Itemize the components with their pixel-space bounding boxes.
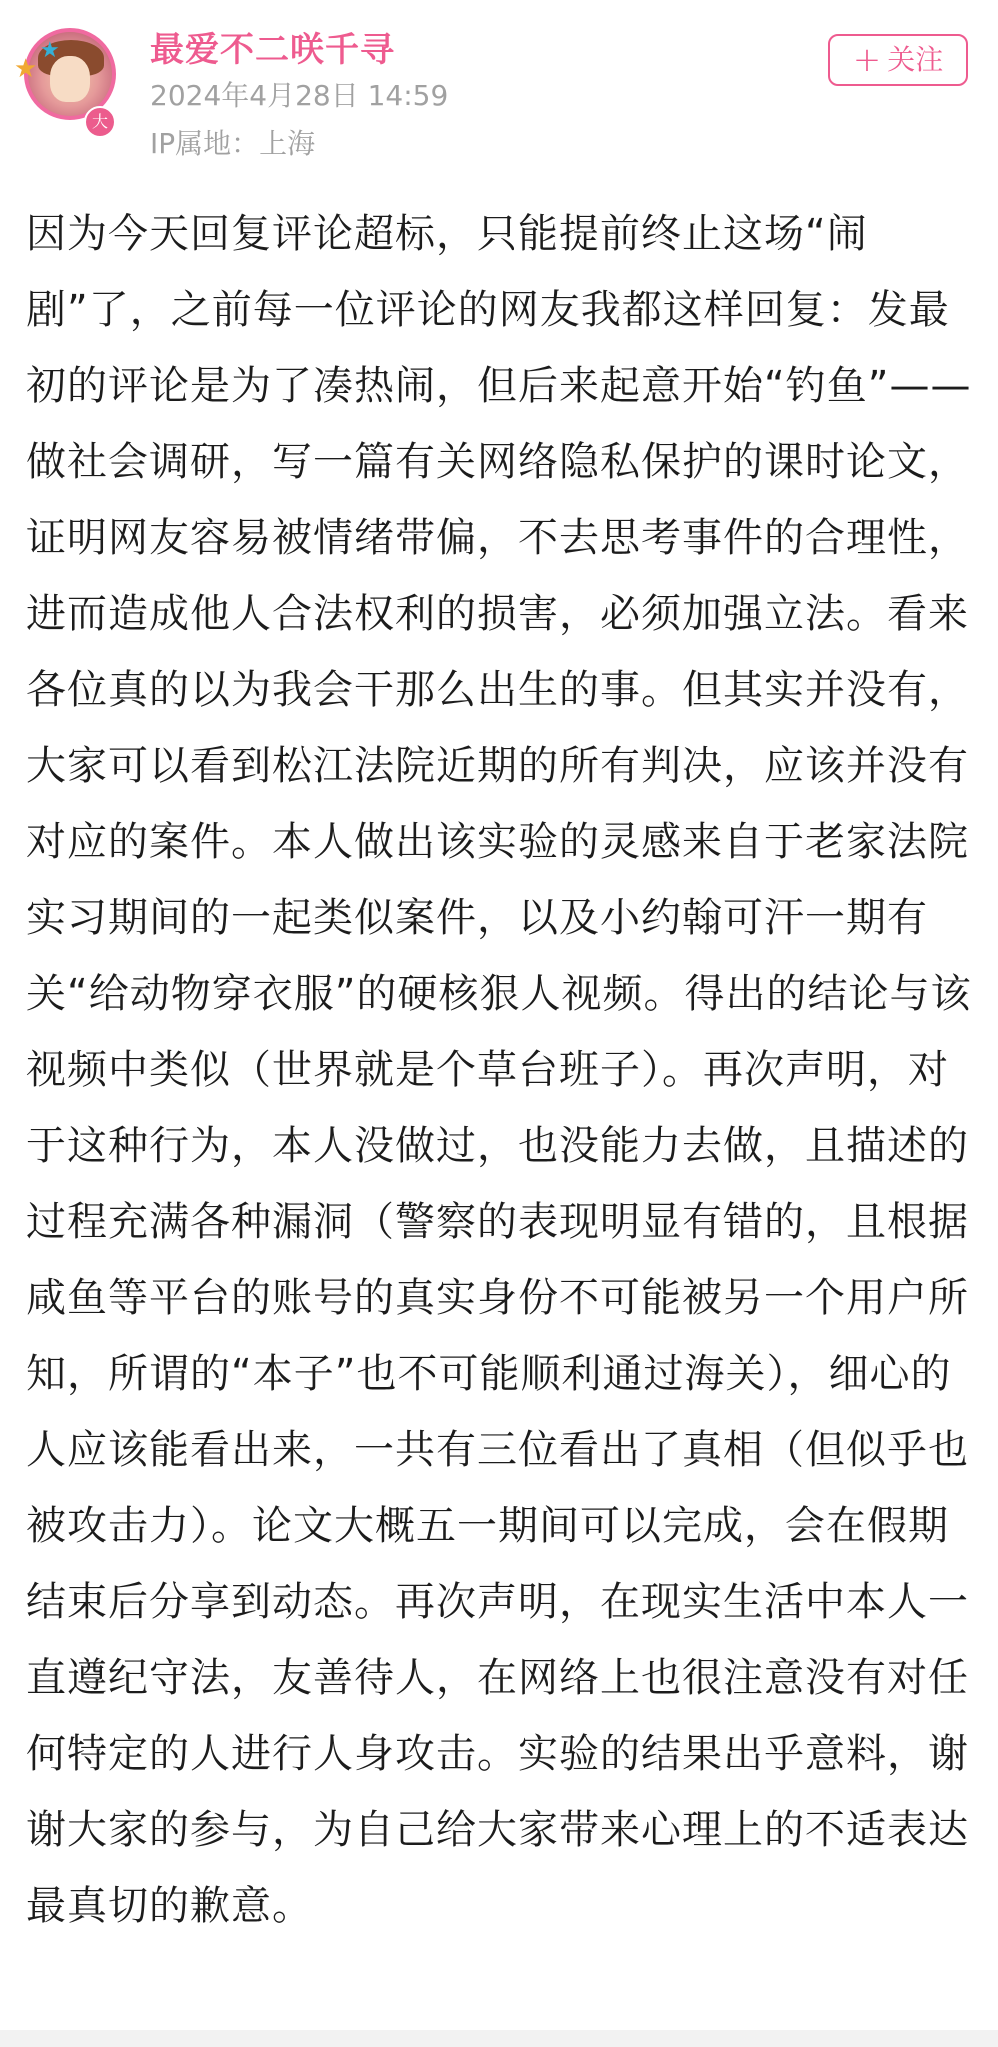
follow-button[interactable] — [828, 34, 968, 86]
post-header — [0, 0, 998, 170]
post-timestamp: 2024年4月28日 14:59 — [150, 79, 449, 112]
ip-location: IP属地：上海 — [150, 127, 316, 160]
star-icon: ★ — [14, 54, 38, 84]
plus-icon: + — [852, 40, 882, 80]
author-name[interactable]: 最爱不二咲千寻 — [150, 30, 395, 70]
star-icon: ★ — [40, 38, 60, 63]
post-body: 因为今天回复评论超标，只能提前终止这场“闹剧”了，之前每一位评论的网友我都这样回复：发最初的评论是为了凑热闹，但后来起意开始“钓鱼”——做社会调研，写一篇有关网络隐私保护的课时论文，证明网友容易被情绪带偏，不去思考事件的合理性，进而造成他人合法权利的损害，必须加强立法。看来各位真的以为我会干那么出生的事。但其实并没有，大家可以看到松江法院近期的所有判决，应该并没有对应的案件。本人做出该实验的灵感来自于老家法院实习期间的一起类似案件，以及小约翰可汗一期有关“给动物穿衣服”的硬核狠人视频。得出的结论与该视频中类似（世界就是个草台班子）。再次声明，对于这种行为，本人没做过，也没能力去做，且描述的过程充满各种漏洞（警察的表现明显有错的，且根据咸鱼等平台的账号的真实身份不可能被另一个用户所知，所谓的“本子”也不可能顺利通过海关），细心的人应该能看出来，一共有三位看出了真相（但似乎也被攻击力）。论文大概五一期间可以完成，会在假期结束后分享到动态。再次声明，在现实生活中本人一直遵纪守法，友善待人，在网络上也很注意没有对任何特定的人进行人身攻击。实验的结果出乎意料，谢谢大家的参与，为自己给大家带来心理上的不适表达最真切的歉意。 — [26, 211, 972, 1929]
follow-button-label: 关注 — [887, 43, 944, 76]
bottom-divider — [0, 2030, 998, 2047]
user-level-badge: 大 — [84, 106, 116, 138]
